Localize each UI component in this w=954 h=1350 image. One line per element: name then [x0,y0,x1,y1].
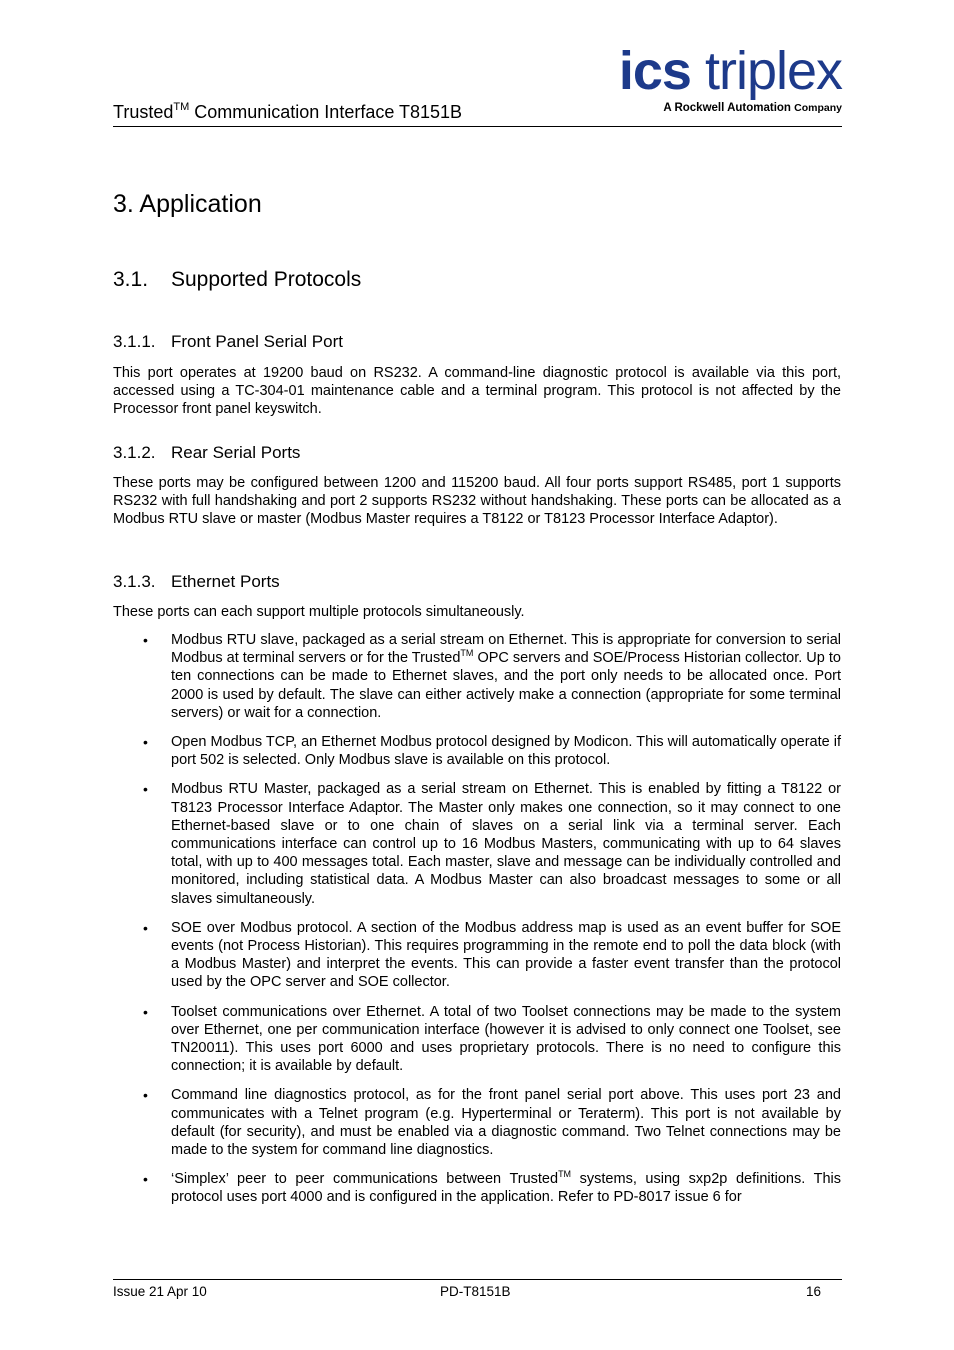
logo-tagline: A Rockwell Automation Company [663,102,842,114]
front-panel-heading: 3.1.1. Front Panel Serial Port [113,332,343,351]
rear-serial-paragraph: These ports may be configured between 1200 and 115200 baud. All four ports support RS485, port 1 supports RS232 with full handshaking and port 2 supports RS232 without handshaking. These ports can be allocated as a Modbus RTU slave or master (Modbus Master requires a T8122 or T8123 Processor Interface Adaptor). [113,475,841,528]
bullet-icon: • [143,781,148,798]
trademark-superscript: TM [460,648,474,659]
bullet-icon: • [143,734,148,751]
footer-issue: Issue 21 Apr 10 [113,1284,207,1299]
trademark-superscript: TM [558,1169,572,1180]
front-panel-paragraph: This port operates at 19200 baud on RS232. A command-line diagnostic protocol is available via this port, accessed using a TC-304-01 maintenance cable and a terminal program. This protocol is not affected by the Processor front panel keyswitch. [113,365,841,418]
list-item: • Modbus RTU Master, packaged as a serial stream on Ethernet. This is enabled by fitting a T8122 or T8123 Processor Interface Adaptor. The Master only makes one connection, so it may connect to one Ethernet-based slave or to one chain of slaves on a serial link via a terminal server. Each communications interface can control up to 16 Modbus Masters, communicating with up to 64 slaves total, with up to 400 messages total. Each master, slave and message can be individually controlled and monitored, including statistical data. A Modbus Master can also broadcast messages to some or all slaves simultaneously. [143,781,841,907]
ethernet-intro: These ports can each support multiple protocols simultaneously. [113,604,525,620]
list-item: • Open Modbus TCP, an Ethernet Modbus protocol designed by Modicon. This will automatically operate if port 502 is selected. Only Modbus slave is available on this protocol. [143,734,841,769]
logo-wordmark: ics triplex [618,41,842,101]
footer-doc-number: PD-T8151B [440,1284,511,1299]
trademark-superscript: TM [173,101,190,113]
list-item: • SOE over Modbus protocol. A section of the Modbus address map is used as an event buffer for SOE events (not Process Historian). This requires programming in the remote end to poll the data block (with a Modbus Master) and interpret the events. This can provide a faster event transfer than the protocol used by the OPC server and SOE collector. [143,919,841,991]
bullet-icon: • [143,632,148,648]
header-rule [113,126,842,127]
ics-triplex-logo [612,42,842,122]
bullet-icon: • [143,919,148,936]
header-title: Trusted™ Communication Interface T8151B [113,101,463,122]
ethernet-protocol-list [113,631,841,1218]
section-title: 3. Application [113,190,262,218]
list-item: • Command line diagnostics protocol, as for the front panel serial port above. This uses port 23 and communicates with a Telnet program (e.g. Hyperterminal or Teraterm). This port is not available by default (for security), and must be enabled via a diagnostic command. Two Telnet connections may be made to the system for command line diagnostics. [143,1087,841,1159]
rear-serial-heading: 3.1.2. Rear Serial Ports [113,443,301,462]
ethernet-heading: 3.1.3. Ethernet Ports [113,572,280,591]
footer-rule [113,1279,842,1280]
bullet-icon: • [143,1087,148,1104]
list-item: • Modbus RTU slave, packaged as a serial stream on Ethernet. This is appropriate for conversion to serial Modbus at terminal servers or for the Trusted™ OPC servers and SOE/Process Historian collector. Up to ten connections can be made to Ethernet slaves, and the port only needs to be allocated once. Port 2000 is used by default. The slave can either actively make a connection (appropriate for some terminal servers) or wait for a connection. [143,632,841,721]
subsection-title: 3.1. Supported Protocols [113,268,362,291]
list-item: • Toolset communications over Ethernet. A total of two Toolset connections may be made to the system over Ethernet, one per communication interface (however it is advised to only connect one Toolset, see TN20011). This uses port 6000 and uses proprietary protocols. There is no need to configure this connection; it is available by default. [143,1003,841,1075]
bullet-icon: • [143,1171,148,1188]
bullet-icon: • [143,1003,148,1020]
footer-page-number: 16 [806,1284,822,1299]
list-item: • ‘Simplex’ peer to peer communications between Trusted™ systems, using sxp2p definitions. This protocol uses port 4000 and is configured in the application. Refer to PD-8017 issue 6 for [143,1169,841,1206]
